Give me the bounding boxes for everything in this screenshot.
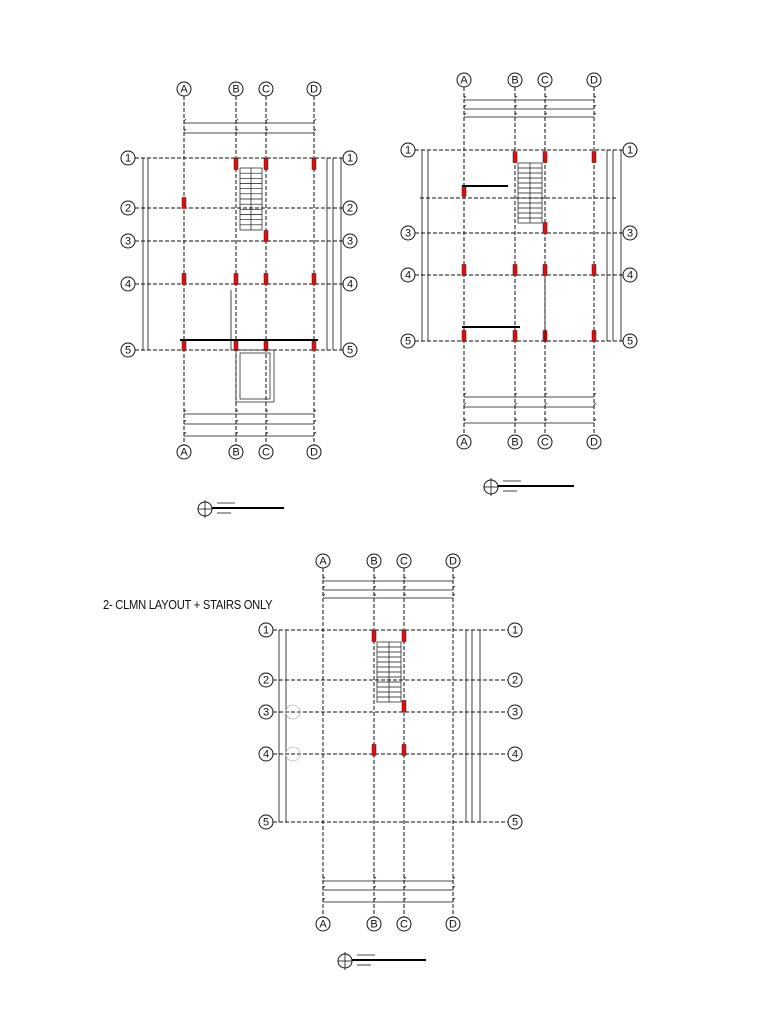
stair-shaft-outline (236, 350, 274, 402)
grid-bubble-left-3 (259, 705, 273, 719)
floor-plan-3 (259, 554, 522, 931)
column-marker (592, 152, 596, 163)
grid-bubble-label: B (370, 918, 378, 931)
grid-bubble-label: B (511, 436, 519, 449)
grid-bubble-right-3 (343, 234, 357, 248)
grid-bubble-label: C (541, 436, 549, 449)
grid-bubble-label: A (180, 83, 188, 96)
grid-bubble-label: 1 (404, 144, 412, 157)
column-marker (462, 265, 466, 276)
grid-bubble-right-5 (623, 334, 637, 348)
stair-symbol (377, 642, 401, 702)
grid-bubble-label: A (319, 918, 327, 931)
grid-bubble-top-D (446, 554, 460, 568)
grid-bubble-top-C (538, 73, 552, 87)
column-marker (234, 159, 238, 170)
grid-bubble-right-4 (623, 268, 637, 282)
grid-bubble-label: 4 (346, 278, 354, 291)
column-marker (402, 631, 406, 642)
grid-bubble-label: 1 (511, 624, 519, 637)
grid-bubble-right-3 (508, 705, 522, 719)
grid-bubble-left-1 (259, 623, 273, 637)
dimension-string (464, 105, 596, 109)
dimension-tick (594, 403, 596, 405)
dimension-string (323, 877, 455, 881)
column-marker (513, 265, 517, 276)
grid-bubble-top-C (397, 554, 411, 568)
grid-bubble-label: 3 (124, 235, 132, 248)
column-marker (372, 631, 376, 642)
grid-bubble-top-A (177, 82, 191, 96)
column-marker (402, 745, 406, 756)
dimension-string (323, 586, 455, 590)
grid-bubble-top-D (587, 73, 601, 87)
grid-bubble-label: A (460, 436, 468, 449)
grid-bubble-label: 2 (262, 674, 270, 687)
grid-bubble-label: D (310, 446, 318, 459)
grid-bubble-bottom-C (538, 435, 552, 449)
grid-bubble-label: 5 (262, 816, 270, 829)
grid-bubble-left-1 (401, 143, 415, 157)
column-marker (592, 331, 596, 342)
dimension-string (464, 96, 596, 100)
grid-bubble-right-3 (623, 226, 637, 240)
column-marker (543, 265, 547, 276)
column-marker (543, 223, 547, 234)
grid-bubble-label: 1 (346, 152, 354, 165)
column-marker (264, 274, 268, 285)
stair-symbol (518, 163, 542, 223)
grid-bubble-top-A (457, 73, 471, 87)
dimension-string (464, 393, 596, 397)
dimension-string (323, 577, 455, 581)
north-arrow-icon (338, 952, 426, 970)
dimension-tick (464, 403, 466, 405)
grid-bubble-label: C (400, 918, 408, 931)
grid-bubble-top-B (508, 73, 522, 87)
north-arrow-icon (484, 478, 574, 496)
grid-bubble-label: 3 (626, 227, 634, 240)
grid-bubble-left-3 (401, 226, 415, 240)
grid-bubble-label: 3 (346, 235, 354, 248)
column-marker (234, 340, 238, 351)
grid-bubble-label: D (310, 83, 318, 96)
grid-bubble-label: B (232, 446, 240, 459)
grid-bubble-label: B (511, 74, 519, 87)
grid-bubble-right-2 (508, 673, 522, 687)
grid-bubble-right-4 (343, 277, 357, 291)
column-marker (402, 701, 406, 712)
grid-bubble-left-5 (121, 343, 135, 357)
grid-bubble-left-2 (259, 673, 273, 687)
grid-bubble-label: 4 (511, 748, 519, 761)
dimension-string (464, 403, 596, 407)
dimension-string (184, 420, 316, 424)
grid-bubble-bottom-B (367, 917, 381, 931)
grid-bubble-label: D (449, 555, 457, 568)
grid-bubble-left-5 (401, 334, 415, 348)
grid-bubble-top-B (367, 554, 381, 568)
column-marker (182, 340, 186, 351)
grid-bubble-right-5 (508, 815, 522, 829)
grid-bubble-bottom-B (508, 435, 522, 449)
grid-bubble-label: 1 (262, 624, 270, 637)
grid-bubble-label: A (460, 74, 468, 87)
dimension-string (184, 129, 316, 133)
grid-bubble-label: 5 (346, 344, 354, 357)
grid-bubble-top-C (259, 82, 273, 96)
grid-bubble-label: 5 (511, 816, 519, 829)
grid-bubble-top-D (307, 82, 321, 96)
grid-bubble-label: C (262, 446, 270, 459)
grid-bubble-label: D (590, 436, 598, 449)
column-marker (462, 331, 466, 342)
grid-bubble-right-4 (508, 747, 522, 761)
dimension-tick (515, 403, 517, 405)
grid-bubble-label: 2 (346, 202, 354, 215)
grid-bubble-label: 4 (262, 748, 270, 761)
column-marker (543, 152, 547, 163)
grid-bubble-label: C (541, 74, 549, 87)
grid-bubble-label: 1 (626, 144, 634, 157)
grid-bubble-label: 4 (124, 278, 132, 291)
grid-bubble-top-B (229, 82, 243, 96)
grid-bubble-label: C (400, 555, 408, 568)
grid-bubble-label: 3 (262, 706, 270, 719)
grid-bubble-label: 5 (626, 335, 634, 348)
grid-bubble-top-A (316, 554, 330, 568)
grid-bubble-right-1 (343, 151, 357, 165)
grid-bubble-label: D (590, 74, 598, 87)
grid-bubble-right-1 (508, 623, 522, 637)
column-marker (592, 265, 596, 276)
grid-bubble-right-2 (343, 201, 357, 215)
grid-bubble-right-1 (623, 143, 637, 157)
column-marker (312, 340, 316, 351)
column-marker (264, 159, 268, 170)
faint-row-markers (286, 705, 300, 761)
grid-bubble-label: 2 (511, 674, 519, 687)
dimension-string (464, 113, 596, 117)
grid-bubble-label: D (449, 918, 457, 931)
column-marker (462, 186, 466, 197)
grid-bubble-bottom-B (229, 445, 243, 459)
grid-bubble-label: 5 (404, 335, 412, 348)
grid-bubble-label: 3 (511, 706, 519, 719)
grid-bubble-label: B (370, 555, 378, 568)
column-marker (182, 274, 186, 285)
grid-bubble-left-4 (259, 747, 273, 761)
dimension-string (464, 419, 596, 423)
grid-bubble-bottom-A (177, 445, 191, 459)
north-arrow-icon (198, 500, 284, 518)
floor-plan-1 (121, 82, 357, 459)
grid-bubble-label: A (180, 446, 188, 459)
grid-bubble-left-4 (401, 268, 415, 282)
column-marker (513, 331, 517, 342)
grid-bubble-bottom-C (259, 445, 273, 459)
dimension-tick (545, 403, 547, 405)
grid-bubble-label: C (262, 83, 270, 96)
grid-bubble-label: 4 (626, 269, 634, 282)
dimension-string (184, 410, 316, 414)
grid-bubble-right-5 (343, 343, 357, 357)
column-marker (264, 340, 268, 351)
column-marker (513, 152, 517, 163)
grid-bubble-label: B (232, 83, 240, 96)
column-marker (312, 159, 316, 170)
grid-bubble-left-3 (121, 234, 135, 248)
grid-bubble-left-5 (259, 815, 273, 829)
grid-bubble-bottom-D (587, 435, 601, 449)
grid-bubble-label: A (319, 555, 327, 568)
stair-symbol (240, 168, 262, 230)
floor-plan-2 (401, 73, 637, 449)
column-marker (372, 745, 376, 756)
grid-bubble-label: 3 (404, 227, 412, 240)
dimension-string (323, 886, 455, 890)
column-marker (312, 274, 316, 285)
grid-bubble-bottom-A (316, 917, 330, 931)
grid-bubble-label: 2 (124, 202, 132, 215)
grid-bubble-bottom-C (397, 917, 411, 931)
plan-3-title: 2- CLMN LAYOUT + STAIRS ONLY (103, 597, 273, 612)
grid-bubble-left-2 (121, 201, 135, 215)
grid-bubble-label: 5 (124, 344, 132, 357)
dimension-string (184, 119, 316, 123)
grid-bubble-bottom-D (307, 445, 321, 459)
column-marker (182, 198, 186, 209)
grid-bubble-label: 1 (124, 152, 132, 165)
dimension-string (323, 898, 455, 902)
grid-bubble-left-4 (121, 277, 135, 291)
grid-bubble-label: 4 (404, 269, 412, 282)
column-marker (234, 274, 238, 285)
grid-bubble-left-1 (121, 151, 135, 165)
grid-bubble-bottom-D (446, 917, 460, 931)
dimension-string (184, 432, 316, 436)
dimension-string (323, 594, 455, 598)
grid-bubble-bottom-A (457, 435, 471, 449)
column-marker (264, 231, 268, 242)
